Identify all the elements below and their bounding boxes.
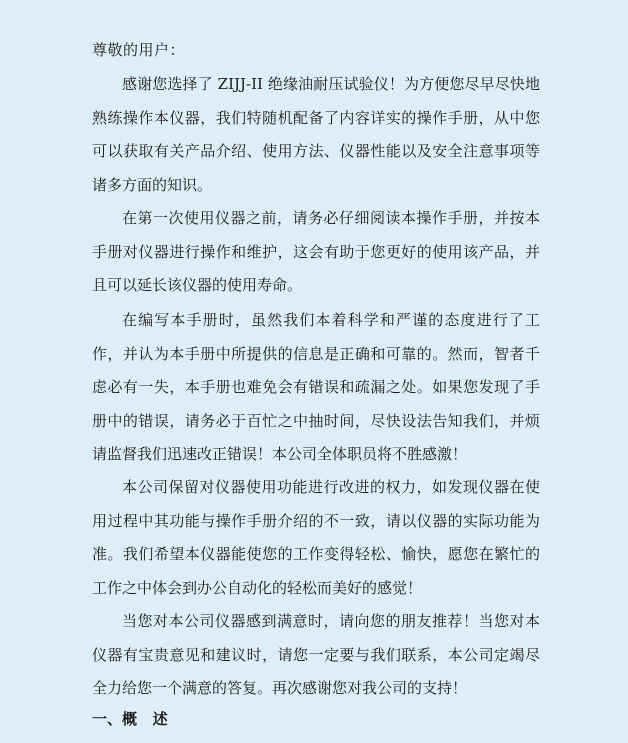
paragraph-recommend: 当您对本公司仪器感到满意时，请向您的朋友推荐！当您对本仪器有宝贵意见和建议时，请您一定要与我们联系，本公司定竭尽全力给您一个满意的答复。再次感谢您对我公司的支持！: [92, 612, 540, 697]
paragraph-intro: 感谢您选择了 ZIJJ-II 绝缘油耐压试验仪！为方便您尽早尽快地熟练操作本仪器，我们特随机配备了内容详实的操作手册，从中您可以获取有关产品介绍、使用方法、仪器性能以及安全注意事项等诸多方面的知识。: [92, 75, 540, 194]
paragraph-read-manual: 在第一次使用仪器之前，请务必仔细阅读本操作手册，并按本手册对仪器进行操作和维护，这会有助于您更好的使用该产品，并且可以延长该仪器的使用寿命。: [92, 209, 540, 294]
paragraph-errors: 在编写本手册时，虽然我们本着科学和严谨的态度进行了工作，并认为本手册中所提供的信息是正确和可靠的。然而，智者千虑必有一失，本手册也难免会有错误和疏漏之处。如果您发现了手册中的错误，请务必于百忙之中抽时间，尽快设法告知我们，并烦请监督我们迅速改正错误！本公司全体职员将不胜感激！: [92, 311, 540, 463]
greeting: 尊敬的用户：: [92, 41, 186, 59]
paragraph-improvement-rights: 本公司保留对仪器使用功能进行改进的权力，如发现仪器在使用过程中其功能与操作手册介绍的不一致，请以仪器的实际功能为准。我们希望本仪器能使您的工作变得轻松、愉快，愿您在繁忙的工作之中体会到办公自动化的轻松而美好的感觉！: [92, 478, 540, 597]
section-heading-overview: 一、概 述: [92, 710, 168, 728]
